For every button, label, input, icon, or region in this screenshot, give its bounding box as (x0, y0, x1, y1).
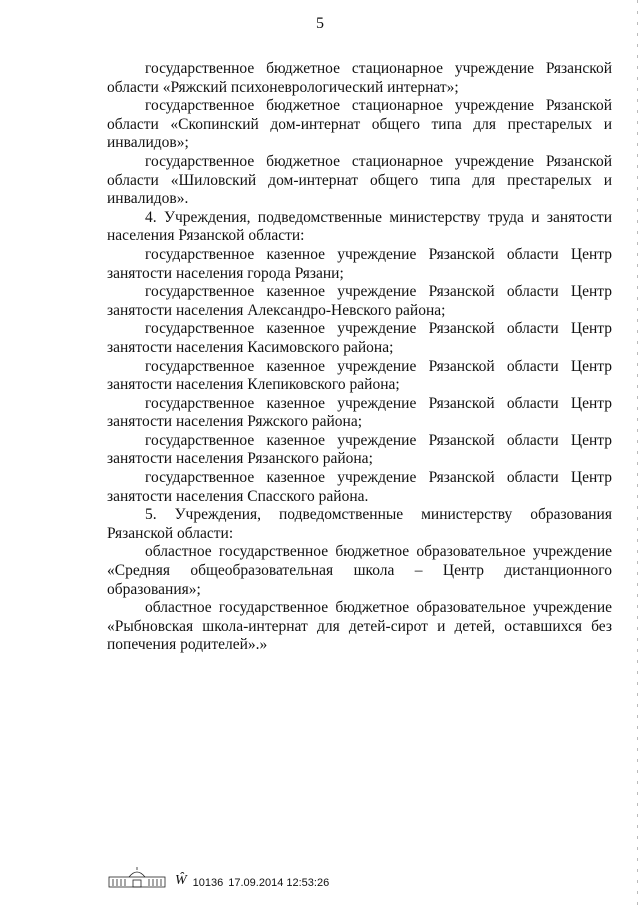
paragraph: 5. Учреждения, подведомственные министерству образования Рязанской области: (107, 506, 612, 542)
paragraph: 4. Учреждения, подведомственные министерству труда и занятости населения Рязанской области: (107, 208, 612, 245)
paragraph: государственное казенное учреждение Рязанской области Центр занятости населения Ряжского района; (107, 394, 612, 431)
paragraph: государственное бюджетное стационарное учреждение Рязанской области «Ряжский психоневрологический интернат»; (107, 60, 612, 96)
paragraph: государственное бюджетное стационарное учреждение Рязанской области «Скопинский дом-интернат общего типа для престарелых и инвалидов»; (107, 97, 612, 152)
paragraph: государственное бюджетное стационарное учреждение Рязанской области «Шиловский дом-интернат общего типа для престарелых и инвалидов». (107, 152, 612, 208)
document-body (107, 60, 612, 655)
paragraph: государственное казенное учреждение Рязанской области Центр занятости населения Александро-Невского района; (107, 283, 612, 319)
doc-number: 10136 (192, 877, 224, 889)
scan-edge-artifact (637, 0, 638, 905)
paragraph: государственное казенное учреждение Рязанской области Центр занятости населения Спасского района. (107, 469, 612, 505)
paragraph: государственное казенное учреждение Рязанской области Центр занятости населения Рязанского района; (107, 431, 612, 468)
paragraph: государственное казенное учреждение Рязанской области Центр занятости населения Касимовского района; (107, 320, 612, 356)
paragraph: областное государственное бюджетное образовательное учреждение «Средняя общеобразовательная школа – Центр дистанционного образования»; (107, 543, 612, 598)
registration-footer (107, 863, 329, 889)
paragraph: государственное казенное учреждение Рязанской области Центр занятости населения Клепиковского района; (107, 357, 612, 394)
paragraph: областное государственное бюджетное образовательное учреждение «Рыбновская школа-интернат для детей-сирот и детей, оставшихся без попечения родителей».» (107, 599, 612, 654)
registration-mark: Ŵ (175, 873, 187, 888)
building-logo-icon (107, 865, 167, 889)
doc-datetime: 17.09.2014 12:53:26 (228, 877, 330, 889)
page-number: 5 (316, 15, 324, 32)
paragraph: государственное казенное учреждение Рязанской области Центр занятости населения города Рязани; (107, 245, 612, 282)
